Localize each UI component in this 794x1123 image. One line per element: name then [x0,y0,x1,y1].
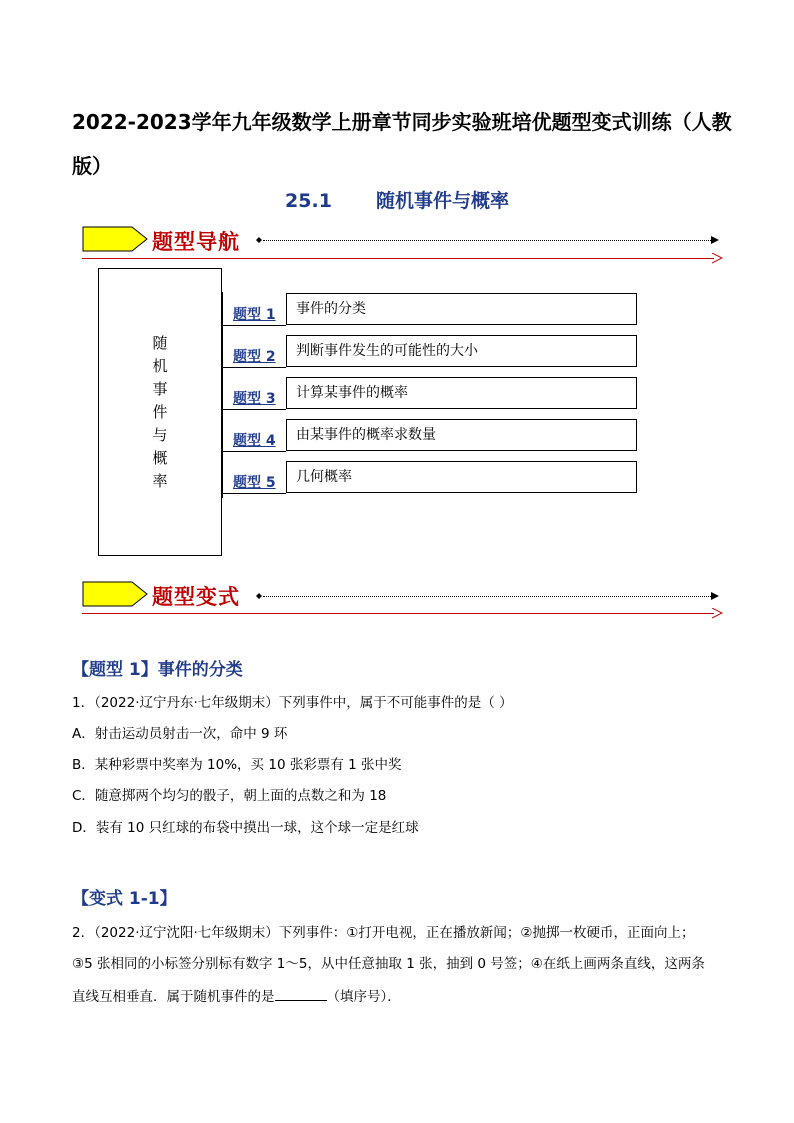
diamond-icon [256,593,262,599]
dotted-divider [263,596,711,597]
question-1-stem: 1．（2022·辽宁丹东·七年级期末）下列事件中，属于不可能事件的是（ ） [72,695,513,711]
arrowhead-icon [711,236,719,244]
topic-char: 率 [152,472,168,490]
connector-line [222,493,286,494]
yellow-arrow-icon [82,581,148,607]
question-2-line: 2．（2022·辽宁沈阳·七年级期末）下列事件：①打开电视，正在播放新闻；②抛掷一枚硬币，正面向上； [72,925,695,941]
section-name: 随机事件与概率 [375,190,509,212]
question-2-text: 直线互相垂直．属于随机事件的是 [72,989,275,1005]
connector-line [222,325,286,326]
type-box-5: 几何概率 [286,461,637,493]
connector-line [222,367,286,368]
topic-char: 概 [152,449,168,467]
answer-blank[interactable] [275,986,327,1001]
red-divider [82,613,714,614]
type-box-3: 计算某事件的概率 [286,377,637,409]
type1-heading: 【题型 1】事件的分类 [72,660,243,680]
variant-heading: 题型变式 [152,585,240,609]
question-2-line: ③5 张相同的小标签分别标有数字 1～5，从中任意抽取 1 张，抽到 0 号签；④在纸上画两条直线，这两条 [72,956,705,972]
question-1-option-a: A．射击运动员射击一次，命中 9 环 [72,726,288,742]
red-arrowhead-icon [712,253,723,264]
topic-char: 事 [152,380,168,398]
section-title [200,186,594,213]
connector-line [222,409,286,410]
red-divider [82,258,714,259]
type-label-3: 题型 3 [233,391,276,407]
topic-char: 与 [152,426,168,444]
connector-vertical [222,292,223,498]
question-1-option-b: B．某种彩票中奖率为 10%，买 10 张彩票有 1 张中奖 [72,757,402,773]
arrowhead-icon [711,592,719,600]
type-box-1: 事件的分类 [286,293,637,325]
topic-char: 机 [152,357,168,375]
red-arrowhead-icon [712,608,723,619]
type-label-1: 题型 1 [233,307,276,323]
section-number: 25.1 [285,190,332,212]
topic-char: 件 [152,403,168,421]
yellow-arrow-icon [82,226,148,252]
document-title: 2022-2023学年九年级数学上册章节同步实验班培优题型变式训练（人教版） [72,110,732,178]
type-box-4: 由某事件的概率求数量 [286,419,637,451]
question-1-option-d: D．装有 10 只红球的布袋中摸出一球，这个球一定是红球 [72,820,419,836]
variant1-heading: 【变式 1-1】 [72,889,177,909]
connector-line [222,451,286,452]
topic-char: 随 [152,334,168,352]
dotted-divider [263,240,711,241]
type-label-4: 题型 4 [233,433,276,449]
topic-label [98,332,222,493]
question-1-option-c: C．随意掷两个均匀的骰子，朝上面的点数之和为 18 [72,788,387,804]
type-label-5: 题型 5 [233,475,276,491]
type-label-2: 题型 2 [233,349,276,365]
question-2-text: （填序号）． [326,989,401,1005]
nav-heading: 题型导航 [152,230,240,254]
diamond-icon [256,237,262,243]
question-2-line [72,986,732,1007]
type-box-2: 判断事件发生的可能性的大小 [286,335,637,367]
